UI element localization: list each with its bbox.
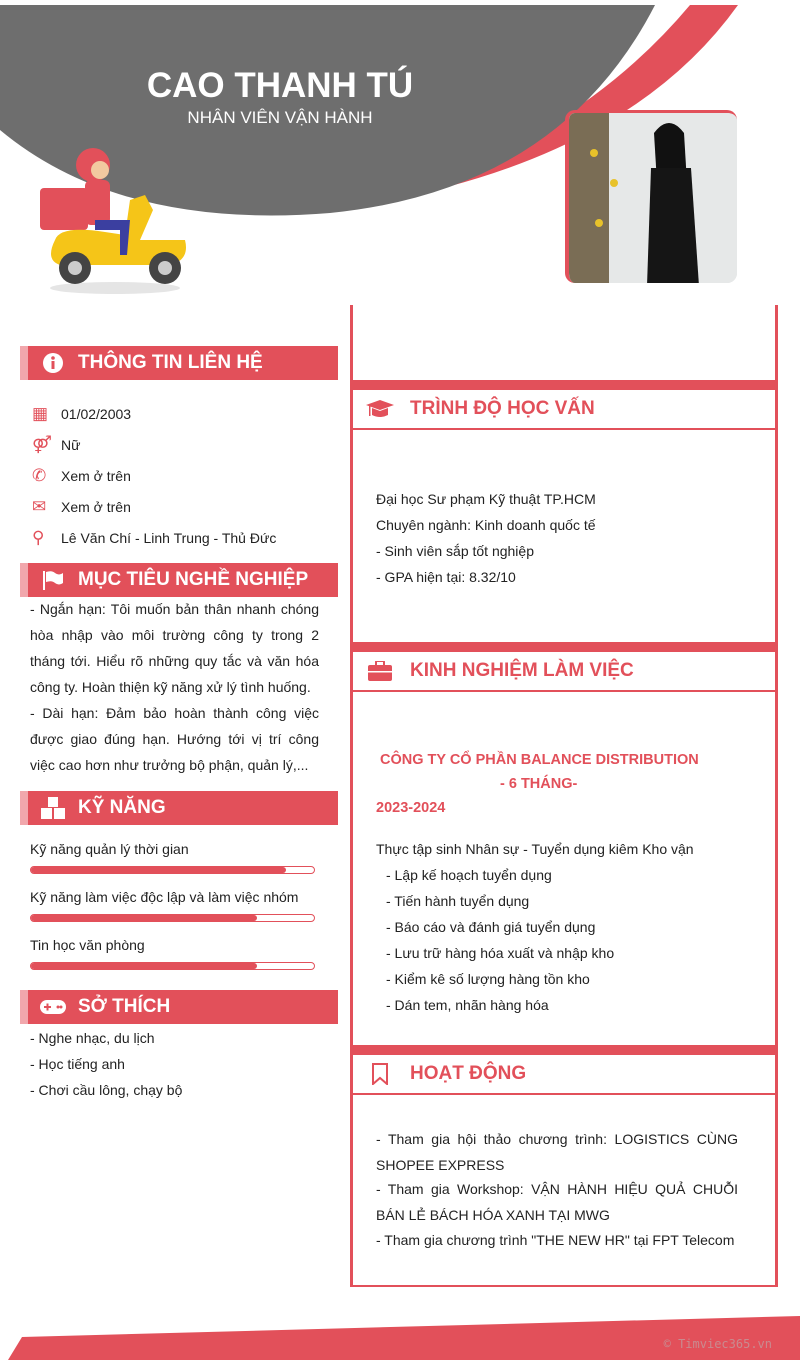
flag-icon (28, 570, 78, 590)
education-title: TRÌNH ĐỘ HỌC VẤN (410, 398, 595, 419)
activity-item: - Tham gia chương trình "THE NEW HR" tại FPT Telecom (376, 1232, 735, 1248)
contact-birthday (32, 404, 131, 424)
skill-name: Kỹ năng quản lý thời gian (30, 841, 189, 857)
section-divider (350, 1045, 778, 1055)
phone-value: Xem ở trên (61, 468, 131, 484)
gamepad-icon (28, 999, 78, 1015)
hobbies-section-header (20, 990, 338, 1024)
contact-address (32, 528, 276, 548)
contact-email (32, 497, 131, 517)
objective-section-header (20, 563, 338, 597)
education-school: Đại học Sư phạm Kỹ thuật TP.HCM (376, 491, 596, 507)
address-value: Lê Văn Chí - Linh Trung - Thủ Đức (61, 530, 277, 546)
scooter-illustration (35, 140, 195, 295)
contact-title: THÔNG TIN LIÊN HỆ (78, 352, 263, 373)
skill-bar (30, 962, 315, 970)
experience-task: - Báo cáo và đánh giá tuyển dụng (386, 919, 596, 935)
section-divider (350, 380, 778, 390)
activities-section-header (350, 1055, 778, 1095)
watermark: © Timviec365.vn (663, 1337, 772, 1351)
objective-title: MỤC TIÊU NGHỀ NGHIỆP (78, 569, 309, 590)
skill-name: Kỹ năng làm việc độc lập và làm việc nhóm (30, 889, 299, 905)
education-status: - Sinh viên sắp tốt nghiệp (376, 543, 534, 559)
skills-title: KỸ NĂNG (78, 797, 166, 818)
experience-section-header (350, 652, 778, 692)
info-icon (28, 353, 78, 373)
section-divider (350, 642, 778, 652)
gender-value: Nữ (61, 437, 81, 453)
hobby-item: - Nghe nhạc, du lịch (30, 1030, 155, 1046)
hobby-item: - Học tiếng anh (30, 1056, 125, 1072)
cubes-icon (28, 796, 78, 820)
hobbies-title: SỞ THÍCH (78, 996, 171, 1017)
experience-period: 2023-2024 (376, 800, 446, 816)
gender-icon: ⚤ (32, 435, 52, 454)
objective-long-term: - Dài hạn: Đảm bảo hoàn thành công việc được giao đúng hạn. Hướng tới vị trí công việc cao hơn như trưởng bộ phận, quản lý,... (30, 705, 319, 773)
company-name: CÔNG TY CỔ PHẦN BALANCE DISTRIBUTION (380, 752, 699, 768)
activities-title: HOẠT ĐỘNG (410, 1063, 527, 1084)
objective-short-term: - Ngắn hạn: Tôi muốn bản thân nhanh chóng hòa nhập vào môi trường công ty trong 2 tháng tới. Hiểu rõ những quy tắc và văn hóa công ty. Hoàn thiện kỹ năng xử lý tình huống. (30, 601, 319, 695)
skills-section-header (20, 791, 338, 825)
bookmark-icon (350, 1063, 410, 1085)
experience-role: Thực tập sinh Nhân sự - Tuyển dụng kiêm Kho vận (376, 841, 694, 857)
candidate-name: CAO THANH TÚ (146, 66, 414, 105)
calendar-icon: ▦ (32, 404, 49, 423)
briefcase-icon (350, 661, 410, 681)
experience-task: - Kiểm kê số lượng hàng tồn kho (386, 971, 590, 987)
candidate-position: NHÂN VIÊN VẬN HÀNH (187, 108, 373, 127)
email-value: Xem ở trên (61, 499, 131, 515)
profile-photo (565, 110, 737, 283)
contact-gender (32, 435, 80, 455)
birthday-value: 01/02/2003 (61, 406, 132, 422)
experience-task: - Lưu trữ hàng hóa xuất và nhập kho (386, 945, 615, 961)
phone-icon: ✆ (32, 466, 47, 485)
hobby-item: - Chơi cầu lông, chạy bộ (30, 1082, 183, 1098)
graduation-cap-icon (350, 399, 410, 419)
experience-task: - Tiến hành tuyển dụng (386, 893, 530, 909)
email-icon: ✉ (32, 497, 47, 516)
education-section-header (350, 390, 778, 430)
skill-bar-fill (31, 963, 257, 969)
education-gpa: - GPA hiện tại: 8.32/10 (376, 569, 516, 585)
education-major: Chuyên ngành: Kinh doanh quốc tế (376, 517, 596, 533)
experience-duration: - 6 THÁNG- (500, 776, 578, 792)
contact-phone (32, 466, 131, 486)
experience-task: - Lập kế hoạch tuyển dụng (386, 867, 552, 883)
skill-bar-fill (31, 915, 257, 921)
experience-title: KINH NGHIỆM LÀM VIỆC (410, 660, 634, 681)
location-icon: ⚲ (32, 528, 45, 547)
skill-bar-fill (31, 867, 286, 873)
experience-task: - Dán tem, nhãn hàng hóa (386, 997, 549, 1013)
activity-item: - Tham gia hội thảo chương trình: LOGISTICS CÙNG SHOPEE EXPRESS (376, 1131, 738, 1173)
skill-bar (30, 914, 315, 922)
contact-section-header (20, 346, 338, 380)
skill-name: Tin học văn phòng (30, 937, 145, 953)
footer-band (0, 1300, 800, 1360)
activity-item: - Tham gia Workshop: VẬN HÀNH HIỆU QUẢ CHUỖI BÁN LẺ BÁCH HÓA XANH TẠI MWG (376, 1181, 738, 1223)
skill-bar (30, 866, 315, 874)
